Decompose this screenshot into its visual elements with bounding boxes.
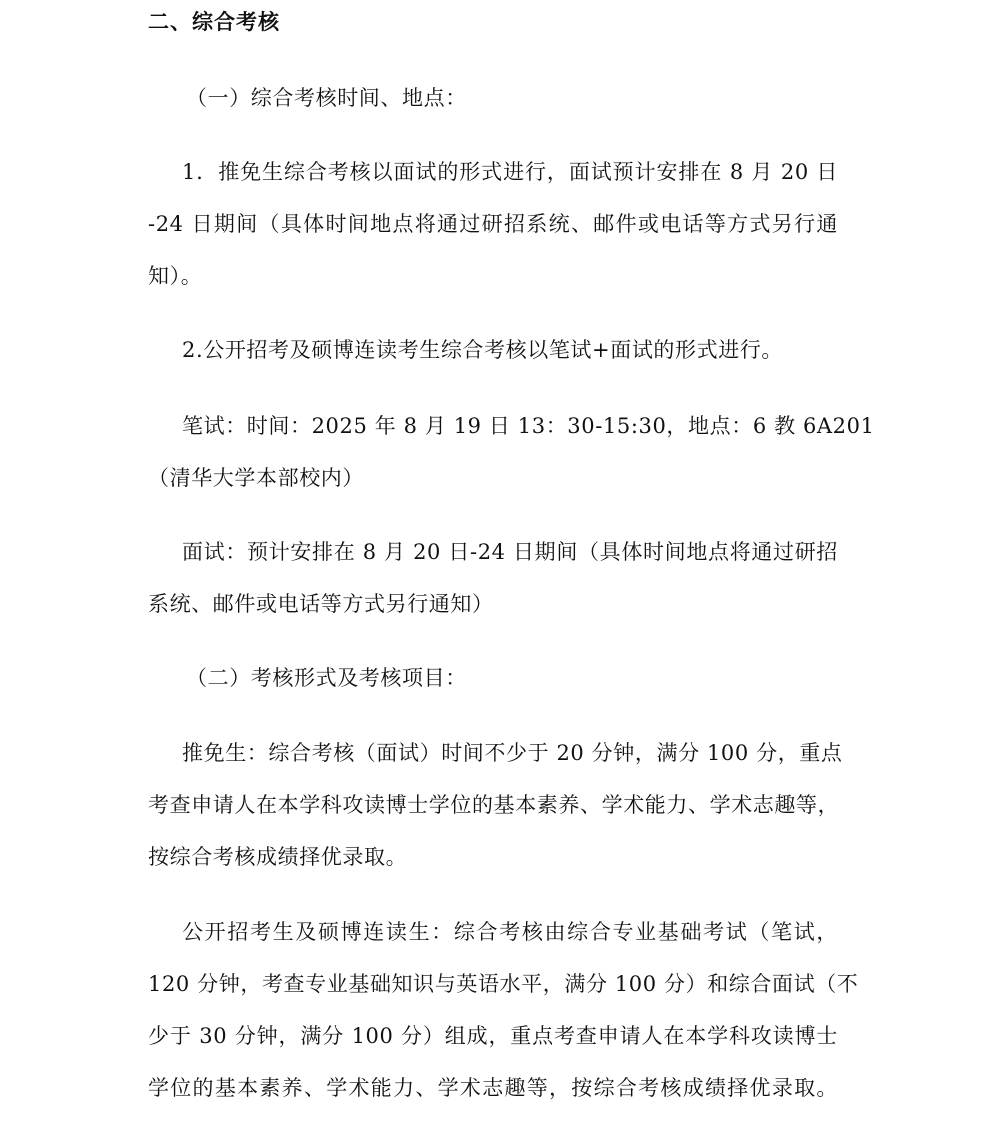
paragraph-line: 少于 30 分钟，满分 100 分）组成，重点考查申请人在本学科攻读博士 xyxy=(148,1024,838,1048)
paragraph-line: 学位的基本素养、学术能力、学术志趣等，按综合考核成绩择优录取。 xyxy=(148,1076,838,1100)
paragraph-line: 推免生：综合考核（面试）时间不少于 20 分钟，满分 100 分，重点 xyxy=(182,741,843,765)
paragraph-line: 面试：预计安排在 8 月 20 日-24 日期间（具体时间地点将通过研招 xyxy=(182,540,838,564)
paragraph-line: 知）。 xyxy=(148,264,203,288)
paragraph-line: 考查申请人在本学科攻读博士学位的基本素养、学术能力、学术志趣等， xyxy=(148,793,840,817)
subsection-title-assessment-form: （二）考核形式及考核项目： xyxy=(186,666,467,690)
paragraph-line: -24 日期间（具体时间地点将通过研招系统、邮件或电话等方式另行通 xyxy=(148,212,838,236)
paragraph-public-exam: 2.公开招考及硕博连读考生综合考核以笔试+面试的形式进行。 xyxy=(182,338,784,362)
subsection-title-time-location: （一）综合考核时间、地点： xyxy=(186,86,467,110)
paragraph-line: 笔试：时间：2025 年 8 月 19 日 13：30-15:30，地点：6 教 6A201 xyxy=(182,414,875,438)
paragraph-line: 系统、邮件或电话等方式另行通知） xyxy=(148,592,494,616)
section-heading: 二、综合考核 xyxy=(148,9,280,34)
paragraph-line: （清华大学本部校内） xyxy=(148,466,364,490)
paragraph-line: 120 分钟，考查专业基础知识与英语水平，满分 100 分）和综合面试（不 xyxy=(148,972,859,996)
paragraph-line: 1．推免生综合考核以面试的形式进行，面试预计安排在 8 月 20 日 xyxy=(182,160,838,184)
paragraph-line: 公开招考生及硕博连读生：综合考核由综合专业基础考试（笔试， xyxy=(182,920,838,944)
paragraph-line: 按综合考核成绩择优录取。 xyxy=(148,845,408,869)
